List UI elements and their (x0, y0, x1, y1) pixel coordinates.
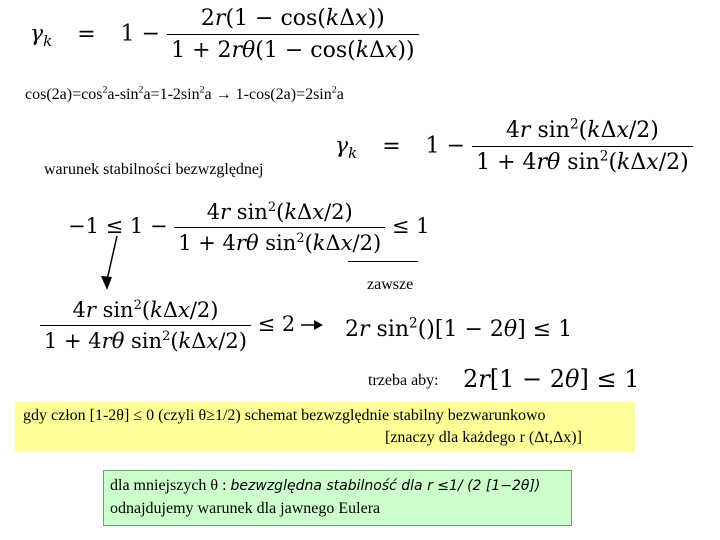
inequality-double: −1 ≤ 1 − $\frac{4r \sin^2(k\Delta x/2)}{1 + 4r\theta \sin^2(k\Delta x/2)}$ ≤ 1 (68, 200, 430, 255)
yellow-line-2: [znaczy dla każdego r (Δt,Δx)] (385, 429, 582, 446)
inequality-le-2: $\frac{4r \sin^2(k\Delta x/2)}{1 + 4r\theta \sin^2(k\Delta x/2)}$ ≤ 2 (40, 298, 295, 353)
arrow-down-icon (95, 232, 125, 292)
underline-zawsze (348, 261, 418, 262)
inequality-sin-empty: 2r $\sin^2()[1 - 2\theta] \le 1$ (345, 315, 573, 342)
stability-label: warunek stabilności bezwzględnej (44, 161, 264, 178)
formula-gamma-k-1: $\gamma_k = 1$ − $\frac{\text{2r(1 − cos(kΔx))}}{\text{1 + 2rθ(1 − cos(kΔx))}}$ (30, 6, 419, 63)
green-line-1 (110, 477, 540, 495)
arrow-right-icon (300, 318, 324, 332)
inequality-final: 2r[1 − 2θ] ≤ 1 (463, 365, 640, 393)
trig-identity: $\cos(2a)=\cos^2a-\sin^2a=1-2\sin^2a \to 1-\cos(2a)=2\sin^2a$ (25, 84, 344, 103)
yellow-line-1: gdy człon [1-2θ] ≤ 0 (czyli θ≥1/2) schemat bezwzględnie stabilny bezwarunkowo (23, 407, 546, 424)
conditional-stability-box (103, 470, 572, 526)
requirement-label: trzeba aby: (368, 372, 439, 389)
green-line-1-prefix: dla mniejszych θ : (110, 477, 231, 494)
green-line-2: odnajdujemy warunek dla jawnego Eulera (110, 500, 381, 517)
unconditional-stability-box (15, 402, 635, 452)
green-line-1-condition: bezwzględna stabilność dla r ≤1/ (2 [1−2θ]) (230, 478, 541, 494)
always-label: zawsze (367, 276, 414, 293)
formula-gamma-k-2: $\gamma_k = 1$ − $\frac{4r \sin^2(k\Delta x/2)}{1 + 4r\theta \sin^2(k\Delta x/2)}$ (335, 118, 693, 175)
